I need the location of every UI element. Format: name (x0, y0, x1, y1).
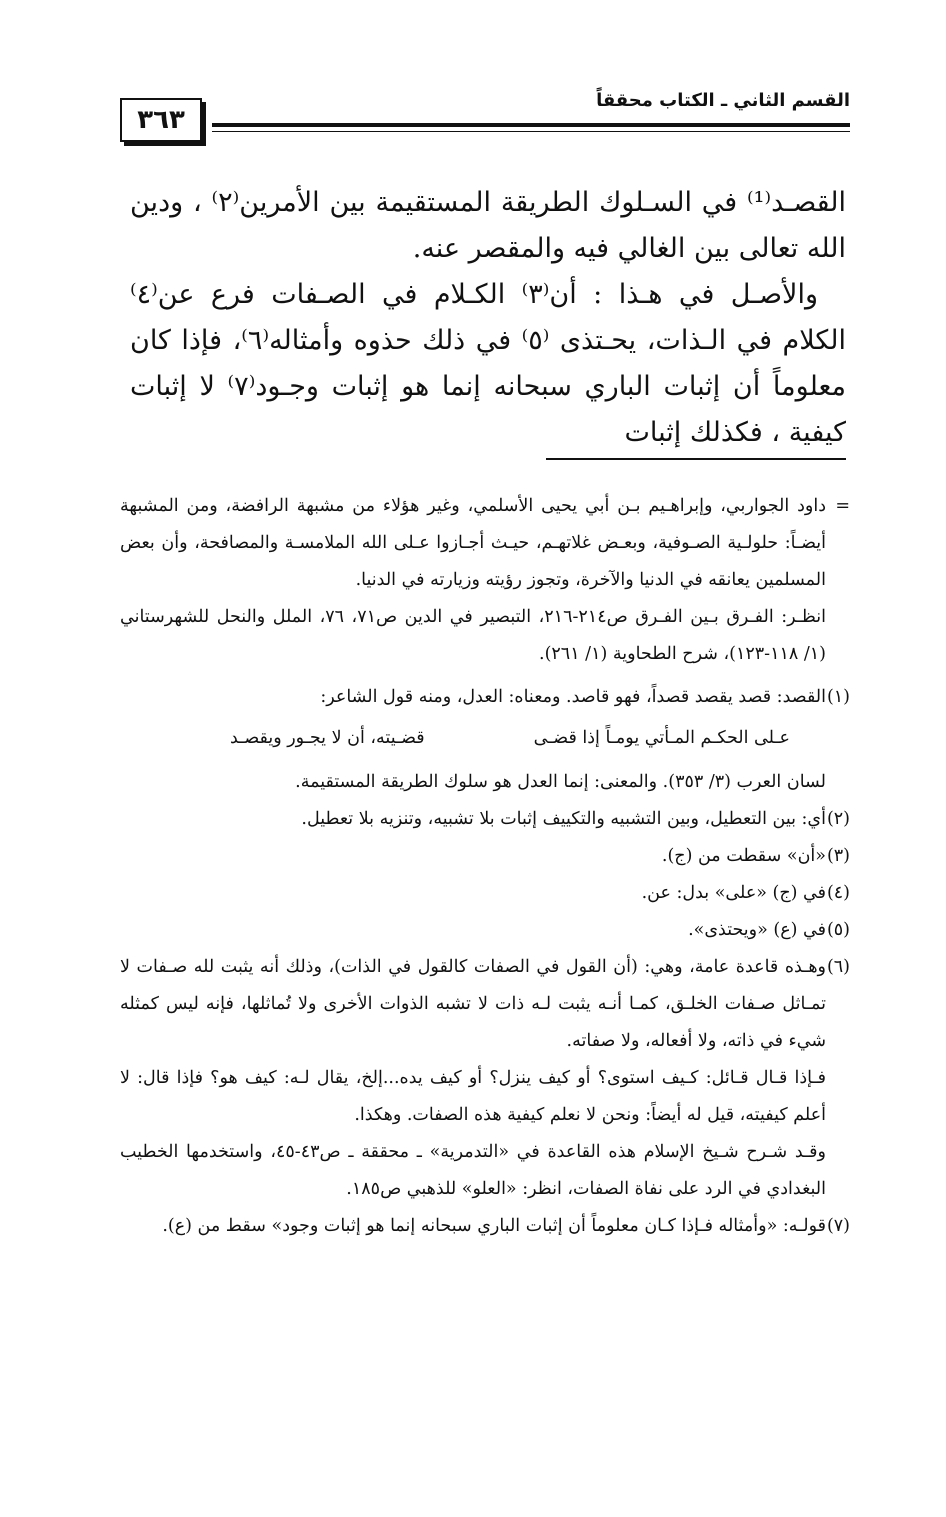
footnote-text (120, 838, 850, 875)
footnote-2 (120, 801, 850, 838)
footnote-3 (120, 838, 850, 875)
main-paragraph: والأصـل في هـذا : أن⁽٣⁾ الكـلام في الصـفات فرع عن⁽٤⁾ الكلام في الـذات، يحـتذى ⁽٥⁾ في ذلك حذوه وأمثاله⁽٦⁾، فإذا كان معلوماً أن إثبات الباري سبحانه إنما هو إثبات وجـود⁽٧⁾ لا إثبات كيفية ، فكذلك إثبات (130, 279, 847, 448)
footnote-marker: (٤) (826, 883, 850, 903)
main-text (130, 180, 846, 456)
footnote-text (120, 875, 850, 912)
footnote-line: داود الجواربي، وإبراهـيم بـن أبي يحيى الأسلمي، وغير هؤلاء من مشبهة الرافضة، ومن المشبهة أيضـاً: حلولـية الصـوفية، وبعـض غلاتهـم، حيـث أجـازوا عـلى الله الملامسـة والمصافحة، وأن بعض المسلمين يعانقه في الدنيا والآخرة، وتجوز رؤيته وزيارته في الدنيا. (120, 496, 826, 590)
footnote-marker: (٦) (826, 957, 850, 977)
footnote-text (120, 801, 850, 838)
footnote-text (120, 679, 850, 716)
page-number: ٣٦٣ (120, 98, 202, 142)
footnote-marker: (٧) (826, 1216, 850, 1236)
footnote-line: في (ع) «ويحتذى». (688, 920, 826, 940)
footnote-7 (120, 1208, 850, 1245)
footnote-marker: (١) (826, 687, 850, 707)
footnote-1 (120, 679, 850, 801)
header-rule (212, 123, 850, 127)
footnote-line: في (ج) «على» بدل: عن. (641, 883, 826, 903)
footnotes (120, 488, 850, 1245)
main-paragraph: القصـد⁽¹⁾ في السـلوك الطريقة المستقيمة بين الأمرين⁽٢⁾ ، ودين الله تعالى بين الغالي فيه والمقصر عنه. (130, 187, 847, 264)
footnote-marker: = (835, 496, 850, 516)
footnote-marker: (٣) (826, 846, 850, 866)
footnote-continued (120, 488, 850, 673)
footnote-line: قولـه: «وأمثاله فـإذا كـان معلوماً أن إثبات الباري سبحانه إنما هو إثبات وجود» سقط من (ع). (162, 1216, 826, 1236)
footnote-4 (120, 875, 850, 912)
footnote-line: أي: بين التعطيل، وبين التشبيه والتكييف إثبات بلا تشبيه، وتنزيه بلا تعطيل. (301, 809, 826, 829)
footnote-text: انظـر: الفـرق بـين الفـرق ص٢١٤-٢١٦، التبصير في الدين ص٧١، ٧٦، الملل والنحل للشهرستاني (١/ ١١٨-١٢٣)، شرح الطحاوية (١/ ٢٦١). (120, 607, 827, 664)
footnote-6 (120, 949, 850, 1208)
footnote-text (120, 1208, 850, 1245)
footnote-line: وهـذه قاعدة عامة، وهي: (أن القول في الصفات كالقول في الذات)، وذلك أنه يثبت لله صـفات لا تمـاثل صـفات الخلـق، كمـا أنـه يثبت لـه ذات لا تشبه الذوات الأخرى ولا تُماثلها، فإنه ليس كمثله شيء في ذاته، ولا أفعاله، ولا صفاته. (120, 957, 826, 1051)
footnote-text: وقـد شـرح شـيخ الإسلام هذه القاعدة في «التدمرية» ـ محققة ـ ص٤٣-٤٥، واستخدمها الخطيب البغدادي في الرد على نفاة الصفات، انظر: «العلو» للذهبي ص١٨٥. (120, 1142, 826, 1199)
header-rule-thin (212, 131, 850, 132)
footnote-line: القصد: قصد يقصد قصداً، فهو قاصد. ومعناه: العدل، ومنه قول الشاعر: (320, 687, 826, 707)
footnote-text: لسان العرب (٣/ ٣٥٣). والمعنى: إنما العدل هو سلوك الطريقة المستقيمة. (295, 772, 826, 792)
footnote-separator (546, 458, 846, 460)
footnote-text: فـإذا قـال قـائل: كـيف استوى؟ أو كيف ينزل؟ أو كيف يده...إلخ، يقال لـه: كيف هو؟ فإذا قال: لا أعلم كيفيته، قيل له أيضاً: ونحن لا نعلم كيفية هذه الصفات. وهكذا. (120, 1068, 826, 1125)
footnote-marker: (٢) (826, 809, 850, 829)
poem-hemistich: قضـيته، أن لا يجـور ويقصـد (230, 728, 425, 748)
footnote-text (120, 912, 850, 949)
footnote-marker: (٥) (826, 920, 850, 940)
footnote-text (120, 488, 850, 599)
running-title: القسم الثاني ـ الكتاب محققاً (596, 90, 850, 111)
footnote-text (120, 949, 850, 1060)
footnote-5 (120, 912, 850, 949)
page-header (120, 88, 850, 148)
poem-hemistich: عـلى الحكـم المـأتي يومـاً إذا قضـى (533, 728, 790, 748)
footnote-line: «أن» سقطت من (ج). (661, 846, 826, 866)
poem-verse (120, 716, 850, 764)
